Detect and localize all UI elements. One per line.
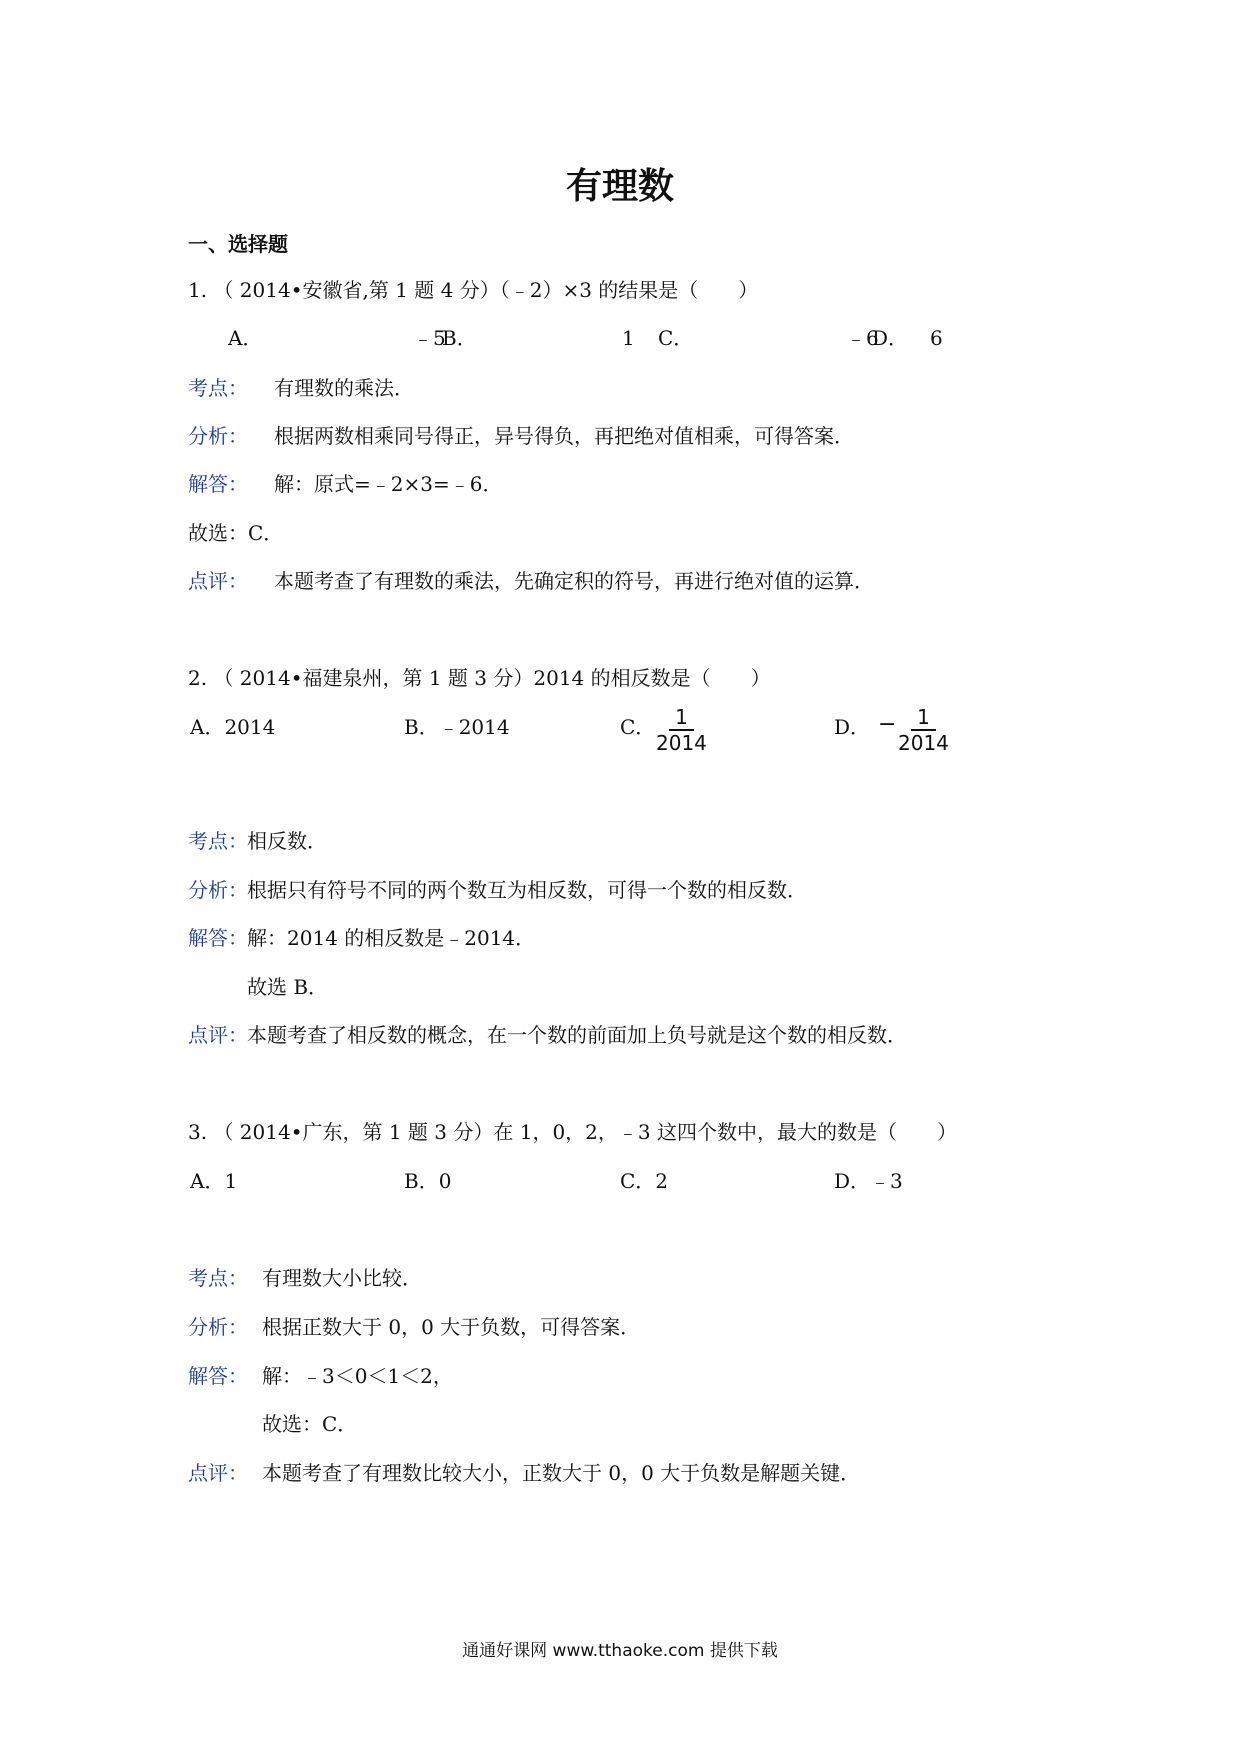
q2-jieda-label: 解答： [188, 926, 248, 950]
q2-option-d-fraction [896, 705, 951, 755]
q3-option-b: B．0 [404, 1169, 452, 1193]
q1-option-c-value: ﹣6 [846, 326, 879, 350]
q1-option-c-label: C． [658, 326, 694, 350]
q1-option-b-label: B． [442, 326, 477, 350]
q1-jieda-text: 解：原式=﹣2×3=﹣6． [274, 472, 503, 496]
q2-option-d-label: D． [834, 715, 871, 739]
q1-stem: 1. （ 2014•安徽省,第 1 题 4 分）（﹣2）×3 的结果是（ ） [188, 278, 759, 302]
q2-jieda-text: 解：2014 的相反数是﹣2014． [247, 926, 536, 950]
q3-dianping-label: 点评： [188, 1461, 248, 1485]
q1-dianping-text: 本题考查了有理数的乘法，先确定积的符号，再进行绝对值的运算． [274, 569, 874, 593]
q3-stem: 3. （ 2014•广东，第 1 题 3 分）在 1，0，2，﹣3 这四个数中，最大的数是（ ） [188, 1120, 957, 1144]
q1-fenxi-label: 分析： [188, 424, 248, 448]
q3-option-d: D．﹣3 [834, 1169, 903, 1193]
q1-fenxi-text: 根据两数相乘同号得正，异号得负，再把绝对值相乘，可得答案． [274, 424, 854, 448]
q1-jieda-label: 解答： [188, 472, 248, 496]
q1-dianping-label: 点评： [188, 569, 248, 593]
q2-option-b: B．﹣2014 [404, 715, 510, 739]
q2-option-c-label: C． [620, 715, 656, 739]
q2-option-d-numerator: 1 [911, 705, 936, 731]
q3-jieda-label: 解答： [188, 1364, 248, 1388]
q2-option-d-denominator: 2014 [898, 731, 949, 755]
q2-kaodian-text: 相反数． [247, 829, 327, 853]
q3-jieda-text: 解：﹣3＜0＜1＜2， [262, 1364, 453, 1388]
q2-fenxi-text: 根据只有符号不同的两个数互为相反数，可得一个数的相反数． [247, 878, 807, 902]
q1-kaodian-label: 考点： [188, 376, 248, 400]
q1-answer: 故选：C． [188, 521, 284, 545]
q2-kaodian-label: 考点： [188, 829, 248, 853]
page-footer: 通通好课网 www.tthaoke.com 提供下载 [462, 1641, 778, 1661]
q2-dianping-text: 本题考查了相反数的概念，在一个数的前面加上负号就是这个数的相反数． [247, 1023, 907, 1047]
q2-fenxi-label: 分析： [188, 878, 248, 902]
q3-option-c: C．2 [620, 1169, 669, 1193]
q3-kaodian-text: 有理数大小比较． [262, 1266, 422, 1290]
q1-kaodian-text: 有理数的乘法． [274, 376, 414, 400]
q1-option-d-value: 6 [930, 326, 943, 350]
q3-answer: 故选：C． [262, 1412, 358, 1436]
q2-option-d-minus: − [878, 712, 897, 737]
q1-option-d-label: D． [872, 326, 909, 350]
section-heading: 一、选择题 [188, 232, 288, 256]
page-title: 有理数 [565, 166, 674, 207]
q3-fenxi-label: 分析： [188, 1315, 248, 1339]
q3-option-a: A．1 [190, 1169, 238, 1193]
q2-stem: 2. （ 2014•福建泉州，第 1 题 3 分）2014 的相反数是（ ） [188, 666, 771, 690]
q2-option-a: A．2014 [190, 715, 276, 739]
q2-dianping-label: 点评： [188, 1023, 248, 1047]
q2-option-c-denominator: 2014 [656, 731, 707, 755]
q1-option-a-value: ﹣5 [413, 326, 446, 350]
q2-answer: 故选 B． [247, 975, 329, 999]
q2-option-c-fraction [654, 705, 709, 755]
q3-kaodian-label: 考点： [188, 1266, 248, 1290]
q2-option-c-numerator: 1 [669, 705, 694, 731]
q1-option-a-label: A． [228, 326, 263, 350]
q3-dianping-text: 本题考查了有理数比较大小，正数大于 0，0 大于负数是解题关键． [262, 1461, 861, 1485]
q3-fenxi-text: 根据正数大于 0，0 大于负数，可得答案． [262, 1315, 641, 1339]
q1-option-b-value: 1 [622, 326, 635, 350]
